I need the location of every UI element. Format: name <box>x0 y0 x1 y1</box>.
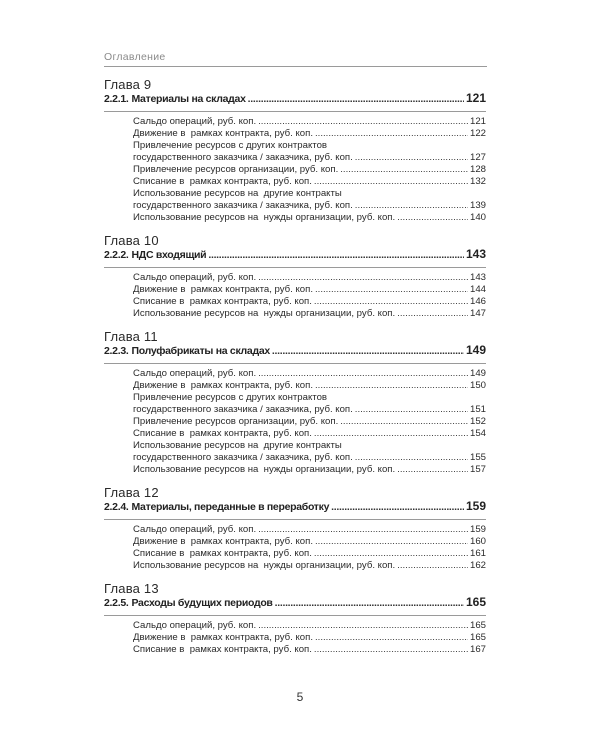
entry-text: Привлечение ресурсов организации, руб. коп. <box>133 416 339 427</box>
toc-entry[interactable] <box>104 560 486 572</box>
toc-entry[interactable] <box>104 272 486 284</box>
toc-entry[interactable] <box>104 536 486 548</box>
dot-leader <box>248 93 464 106</box>
toc-entry[interactable] <box>104 548 486 560</box>
entry-page: 147 <box>469 308 486 319</box>
chapter-block <box>104 485 486 572</box>
entry-page: 122 <box>469 128 486 139</box>
entry-page: 132 <box>469 176 486 187</box>
entry-text: Сальдо операций, руб. коп. <box>133 620 257 631</box>
chapter-title: Глава 11 <box>104 329 158 344</box>
entry-page: 149 <box>469 368 486 379</box>
dot-leader <box>340 164 468 176</box>
dot-leader <box>275 597 464 610</box>
toc-entry[interactable] <box>104 152 486 164</box>
dot-leader <box>315 284 468 296</box>
toc-entry[interactable] <box>104 620 486 632</box>
chapter-block <box>104 233 486 320</box>
entry-text: Сальдо операций, руб. коп. <box>133 368 257 379</box>
toc-entry[interactable] <box>104 368 486 380</box>
entry-page: 155 <box>469 452 486 463</box>
running-head: Оглавление <box>104 51 166 63</box>
dot-leader <box>314 296 468 308</box>
dot-leader <box>315 632 468 644</box>
entry-text: Движение в рамках контракта, руб. коп. <box>133 536 313 547</box>
entry-page: 161 <box>469 548 486 559</box>
entry-page: 151 <box>469 404 486 415</box>
dot-leader <box>258 116 468 128</box>
chapter-block <box>104 77 486 224</box>
toc-entry[interactable] <box>104 632 486 644</box>
dot-leader <box>208 249 464 262</box>
dot-leader <box>331 501 464 514</box>
entry-text: Привлечение ресурсов с других контрактов <box>133 140 328 151</box>
entry-text: Сальдо операций, руб. коп. <box>133 272 257 283</box>
entry-text-cont: государственного заказчика / заказчика, руб. коп. <box>133 404 353 415</box>
section-page: 143 <box>465 247 486 261</box>
entry-text: Движение в рамках контракта, руб. коп. <box>133 284 313 295</box>
dot-leader <box>315 536 468 548</box>
dot-leader <box>258 272 468 284</box>
entry-text: Списание в рамках контракта, руб. коп. <box>133 548 312 559</box>
section-title: НДС входящий <box>131 249 207 261</box>
dot-leader <box>355 152 468 164</box>
dot-leader <box>340 416 468 428</box>
entry-page: 140 <box>469 212 486 223</box>
toc-entry-line[interactable] <box>104 392 486 404</box>
dot-leader <box>258 368 468 380</box>
entry-text: Списание в рамках контракта, руб. коп. <box>133 428 312 439</box>
entry-text: Привлечение ресурсов организации, руб. коп. <box>133 164 339 175</box>
table-of-contents <box>104 77 486 665</box>
toc-entry[interactable] <box>104 212 486 224</box>
toc-entry[interactable] <box>104 296 486 308</box>
entry-page: 152 <box>469 416 486 427</box>
entry-text: Использование ресурсов на другие контракты <box>133 188 342 199</box>
section-number: 2.2.4. <box>104 501 129 513</box>
section-page: 159 <box>465 499 486 513</box>
toc-entry-line[interactable] <box>104 140 486 152</box>
chapter-block <box>104 329 486 476</box>
entry-page: 127 <box>469 152 486 163</box>
entry-text: Использование ресурсов на нужды организации, руб. коп. <box>133 560 396 571</box>
toc-entry[interactable] <box>104 116 486 128</box>
toc-entry[interactable] <box>104 164 486 176</box>
entry-page: 143 <box>469 272 486 283</box>
section-number: 2.2.2. <box>104 249 129 261</box>
section-title: Расходы будущих периодов <box>131 597 273 609</box>
entry-text-cont: государственного заказчика / заказчика, руб. коп. <box>133 152 353 163</box>
dot-leader <box>397 212 468 224</box>
toc-entry-line[interactable] <box>104 188 486 200</box>
dot-leader <box>315 128 468 140</box>
entry-text: Списание в рамках контракта, руб. коп. <box>133 176 312 187</box>
chapter-block <box>104 581 486 656</box>
section-title: Материалы, переданные в переработку <box>131 501 330 513</box>
entry-page: 150 <box>469 380 486 391</box>
toc-entry[interactable] <box>104 200 486 212</box>
dot-leader <box>314 548 468 560</box>
toc-entry[interactable] <box>104 464 486 476</box>
toc-entry[interactable] <box>104 428 486 440</box>
entry-text-cont: государственного заказчика / заказчика, руб. коп. <box>133 200 353 211</box>
entry-text: Списание в рамках контракта, руб. коп. <box>133 296 312 307</box>
entry-text: Сальдо операций, руб. коп. <box>133 116 257 127</box>
section-page: 149 <box>465 343 486 357</box>
entry-text: Движение в рамках контракта, руб. коп. <box>133 632 313 643</box>
chapter-title: Глава 13 <box>104 581 159 596</box>
toc-entry[interactable] <box>104 176 486 188</box>
entry-text: Использование ресурсов на другие контракты <box>133 440 342 451</box>
section-row[interactable] <box>104 92 486 112</box>
toc-entry[interactable] <box>104 644 486 656</box>
section-title: Материалы на складах <box>131 93 246 105</box>
toc-entry[interactable] <box>104 416 486 428</box>
dot-leader <box>397 560 468 572</box>
entry-page: 165 <box>469 632 486 643</box>
entry-page: 160 <box>469 536 486 547</box>
toc-entry[interactable] <box>104 380 486 392</box>
dot-leader <box>314 644 468 656</box>
section-row[interactable] <box>104 344 486 364</box>
dot-leader <box>258 620 468 632</box>
entry-page: 167 <box>469 644 486 655</box>
toc-entry[interactable] <box>104 128 486 140</box>
entry-page: 128 <box>469 164 486 175</box>
section-row[interactable] <box>104 500 486 520</box>
section-row[interactable] <box>104 596 486 616</box>
entry-page: 159 <box>469 524 486 535</box>
entry-text: Использование ресурсов на нужды организации, руб. коп. <box>133 212 396 223</box>
toc-entry[interactable] <box>104 404 486 416</box>
section-number: 2.2.5. <box>104 597 129 609</box>
dot-leader <box>314 176 468 188</box>
dot-leader <box>355 452 468 464</box>
section-number: 2.2.3. <box>104 345 129 357</box>
entry-page: 146 <box>469 296 486 307</box>
section-title: Полуфабрикаты на складах <box>131 345 270 357</box>
toc-entry[interactable] <box>104 524 486 536</box>
entry-page: 154 <box>469 428 486 439</box>
toc-entry[interactable] <box>104 452 486 464</box>
chapter-title: Глава 9 <box>104 77 152 92</box>
entry-page: 121 <box>469 116 486 127</box>
dot-leader <box>397 464 468 476</box>
toc-entry-line[interactable] <box>104 440 486 452</box>
toc-entry[interactable] <box>104 308 486 320</box>
section-page: 121 <box>465 91 486 105</box>
header-divider <box>104 66 487 67</box>
dot-leader <box>355 404 468 416</box>
entry-page: 139 <box>469 200 486 211</box>
section-page: 165 <box>465 595 486 609</box>
entry-text: Использование ресурсов на нужды организации, руб. коп. <box>133 308 396 319</box>
entry-text: Движение в рамках контракта, руб. коп. <box>133 128 313 139</box>
entry-text: Использование ресурсов на нужды организации, руб. коп. <box>133 464 396 475</box>
dot-leader <box>314 428 468 440</box>
entry-page: 165 <box>469 620 486 631</box>
dot-leader <box>315 380 468 392</box>
entry-text: Сальдо операций, руб. коп. <box>133 524 257 535</box>
page-number: 5 <box>296 690 304 704</box>
entry-page: 144 <box>469 284 486 295</box>
entry-text-cont: государственного заказчика / заказчика, руб. коп. <box>133 452 353 463</box>
section-number: 2.2.1. <box>104 93 129 105</box>
entry-text: Списание в рамках контракта, руб. коп. <box>133 644 312 655</box>
dot-leader <box>355 200 468 212</box>
dot-leader <box>397 308 468 320</box>
chapter-title: Глава 12 <box>104 485 159 500</box>
entry-page: 162 <box>469 560 486 571</box>
toc-entry[interactable] <box>104 284 486 296</box>
entry-text: Движение в рамках контракта, руб. коп. <box>133 380 313 391</box>
entry-text: Привлечение ресурсов с других контрактов <box>133 392 328 403</box>
chapter-title: Глава 10 <box>104 233 159 248</box>
entry-page: 157 <box>469 464 486 475</box>
section-row[interactable] <box>104 248 486 268</box>
dot-leader <box>272 345 464 358</box>
dot-leader <box>258 524 468 536</box>
